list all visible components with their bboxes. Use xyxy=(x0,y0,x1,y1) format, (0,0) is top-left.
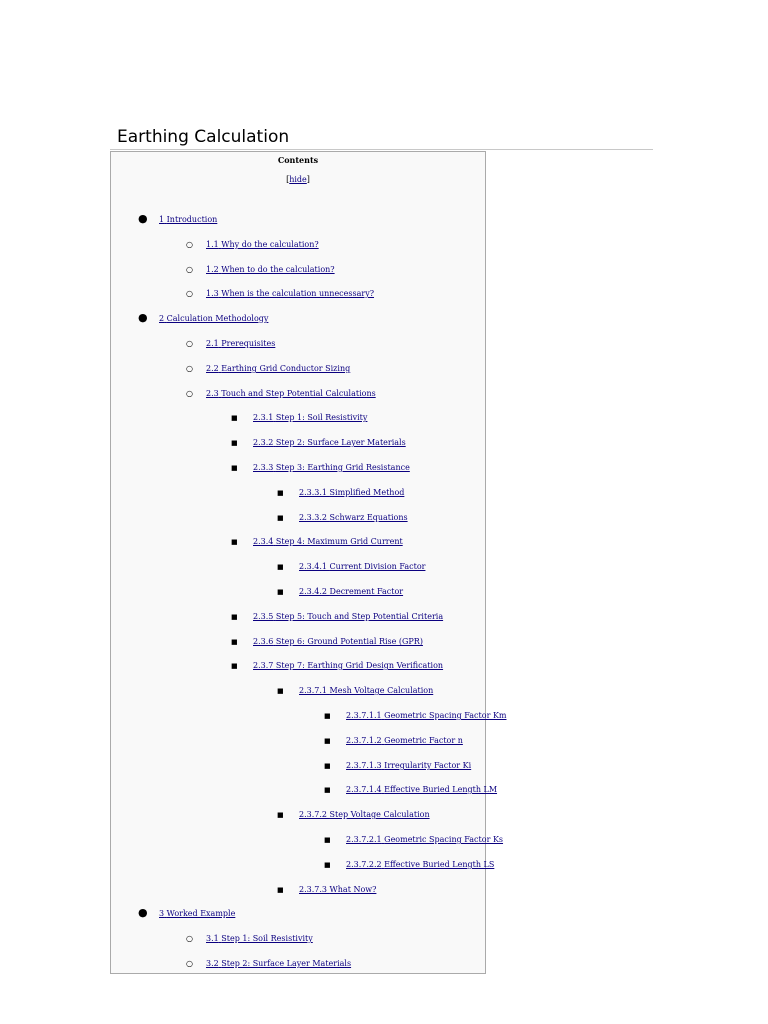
toc-link[interactable] xyxy=(299,587,403,596)
toc-item xyxy=(138,212,218,227)
toc-number: 2.3.7.1.1 xyxy=(346,711,382,720)
toc-number: 2 xyxy=(159,314,165,323)
toc-link[interactable] xyxy=(299,488,404,497)
toc-text: Decrement Factor xyxy=(329,587,404,596)
toc-text: Worked Example xyxy=(166,909,236,918)
toc-link[interactable] xyxy=(206,364,350,373)
toc-text: Step 3: Earthing Grid Resistance xyxy=(275,463,410,472)
square-bullet-icon: ■ xyxy=(277,514,284,522)
toc-text: Step 5: Touch and Step Potential Criteria xyxy=(275,612,444,621)
square-bullet-icon: ■ xyxy=(324,762,331,770)
toc-text: Step 6: Ground Potential Rise (GPR) xyxy=(275,637,423,646)
toc-number: 2.3 xyxy=(206,389,219,398)
circle-bullet-icon: ○ xyxy=(186,389,193,398)
toc-link[interactable] xyxy=(346,835,503,844)
toc-number: 3 xyxy=(159,909,165,918)
circle-bullet-icon: ○ xyxy=(186,364,193,373)
toc-item xyxy=(324,709,507,723)
square-bullet-icon: ■ xyxy=(277,588,284,596)
square-bullet-icon: ■ xyxy=(277,489,284,497)
square-bullet-icon: ■ xyxy=(277,687,284,695)
toc-number: 2.3.7.3 xyxy=(299,885,327,894)
square-bullet-icon: ■ xyxy=(324,861,331,869)
toc-link[interactable] xyxy=(346,785,497,794)
toc-text: Calculation Methodology xyxy=(166,314,269,323)
toc-number: 2.3.4.2 xyxy=(299,587,327,596)
toc-number: 1.3 xyxy=(206,289,219,298)
toc-text: Irregularity Factor Ki xyxy=(384,761,472,770)
toc-text: Simplified Method xyxy=(329,488,405,497)
toc-number: 1.2 xyxy=(206,265,219,274)
toc-link[interactable] xyxy=(299,562,425,571)
toc-number: 1.1 xyxy=(206,240,219,249)
toc-number: 2.3.4 xyxy=(253,537,274,546)
toc-link[interactable] xyxy=(253,612,443,621)
toc-number: 2.3.3.1 xyxy=(299,488,327,497)
circle-bullet-icon: ○ xyxy=(186,240,193,249)
toc-number: 2.3.7.2.1 xyxy=(346,835,382,844)
toc-number: 2.3.7 xyxy=(253,661,274,670)
square-bullet-icon: ■ xyxy=(231,439,238,447)
circle-bullet-icon: ○ xyxy=(186,339,193,348)
toc-text: When is the calculation unnecessary? xyxy=(221,289,375,298)
toc-item xyxy=(186,287,375,301)
toc-number: 2.3.2 xyxy=(253,438,274,447)
square-bullet-icon: ■ xyxy=(324,836,331,844)
toc-text: Geometric Factor n xyxy=(384,736,463,745)
page-title: Earthing Calculation xyxy=(117,127,290,147)
toc-number: 2.3.7.1 xyxy=(299,686,327,695)
toc-item xyxy=(138,311,269,326)
toc-item xyxy=(186,337,276,351)
toc-text: Introduction xyxy=(166,215,218,224)
toc-item xyxy=(277,560,426,574)
toc-item xyxy=(324,783,498,797)
toc-text: Step 7: Earthing Grid Design Verification xyxy=(275,661,444,670)
toc-item xyxy=(231,535,403,549)
toc-item xyxy=(231,436,406,450)
toc-link[interactable] xyxy=(159,215,217,224)
toc-link[interactable] xyxy=(253,463,410,472)
toc-text: Step 2: Surface Layer Materials xyxy=(221,959,352,968)
toc-hide-link[interactable]: hide xyxy=(289,175,307,184)
square-bullet-icon: ■ xyxy=(231,662,238,670)
toc-item xyxy=(277,585,404,599)
toc-item xyxy=(186,362,351,376)
toc-link[interactable] xyxy=(299,885,376,894)
toc-link[interactable] xyxy=(206,339,275,348)
toc-link[interactable] xyxy=(253,661,443,670)
square-bullet-icon: ■ xyxy=(324,786,331,794)
disc-bullet-icon: ● xyxy=(138,212,148,225)
toc-text: Geometric Spacing Factor Km xyxy=(384,711,507,720)
toc-link[interactable] xyxy=(253,537,403,546)
toc-item xyxy=(231,659,444,673)
toc-item xyxy=(231,411,368,425)
toc-text: Step 1: Soil Resistivity xyxy=(275,413,368,422)
toc-item xyxy=(324,833,504,847)
toc-number: 2.3.7.1.2 xyxy=(346,736,382,745)
toc-item xyxy=(186,263,335,277)
toc-number: 2.3.7.1.3 xyxy=(346,761,382,770)
toc-link[interactable] xyxy=(346,761,471,770)
toc-link[interactable] xyxy=(206,934,313,943)
toc-link[interactable] xyxy=(206,389,376,398)
toc-text: Effective Buried Length LM xyxy=(384,785,498,794)
circle-bullet-icon: ○ xyxy=(186,934,193,943)
toc-link[interactable] xyxy=(253,637,423,646)
toc-number: 2.3.3 xyxy=(253,463,274,472)
toc-hide-toggle: [hide] xyxy=(286,175,310,184)
toc-item xyxy=(138,906,236,921)
toc-item xyxy=(277,883,377,897)
toc-link[interactable] xyxy=(159,314,268,323)
toc-number: 1 xyxy=(159,215,165,224)
toc-link[interactable] xyxy=(253,413,367,422)
square-bullet-icon: ■ xyxy=(231,414,238,422)
toc-number: 2.1 xyxy=(206,339,219,348)
toc-link[interactable] xyxy=(253,438,406,447)
toc-number: 2.3.1 xyxy=(253,413,274,422)
toc-item xyxy=(324,759,472,773)
toc-number: 2.3.7.2.2 xyxy=(346,860,382,869)
toc-link[interactable] xyxy=(299,810,430,819)
toc-item xyxy=(186,932,313,946)
toc-text: Touch and Step Potential Calculations xyxy=(221,389,376,398)
toc-number: 2.3.4.1 xyxy=(299,562,327,571)
toc-link[interactable] xyxy=(346,736,463,745)
square-bullet-icon: ■ xyxy=(324,712,331,720)
square-bullet-icon: ■ xyxy=(231,638,238,646)
square-bullet-icon: ■ xyxy=(277,811,284,819)
square-bullet-icon: ■ xyxy=(324,737,331,745)
toc-text: Earthing Grid Conductor Sizing xyxy=(221,364,351,373)
toc-text: Step 4: Maximum Grid Current xyxy=(275,537,403,546)
toc-item xyxy=(277,511,408,525)
toc-text: Current Division Factor xyxy=(329,562,426,571)
title-divider xyxy=(110,149,653,150)
circle-bullet-icon: ○ xyxy=(186,289,193,298)
toc-text: Step 2: Surface Layer Materials xyxy=(275,438,406,447)
toc-text: Prerequisites xyxy=(221,339,276,348)
toc-number: 2.3.6 xyxy=(253,637,274,646)
toc-text: When to do the calculation? xyxy=(221,265,335,274)
toc-number: 2.3.7.2 xyxy=(299,810,327,819)
square-bullet-icon: ■ xyxy=(277,886,284,894)
toc-link[interactable] xyxy=(159,909,235,918)
toc-link[interactable] xyxy=(346,711,507,720)
toc-item xyxy=(277,684,434,698)
toc-link[interactable] xyxy=(299,513,408,522)
toc-item xyxy=(186,238,319,252)
square-bullet-icon: ■ xyxy=(231,464,238,472)
toc-number: 2.3.3.2 xyxy=(299,513,327,522)
toc-number: 2.3.7.1.4 xyxy=(346,785,382,794)
toc-text: What Now? xyxy=(329,885,377,894)
toc-item xyxy=(277,808,430,822)
toc-box xyxy=(110,151,507,974)
toc-number: 2.2 xyxy=(206,364,219,373)
toc-text: Schwarz Equations xyxy=(329,513,408,522)
toc-link[interactable] xyxy=(206,240,319,249)
toc-text: Why do the calculation? xyxy=(221,240,319,249)
toc-item xyxy=(231,610,444,624)
toc-item xyxy=(277,486,405,500)
disc-bullet-icon: ● xyxy=(138,906,148,919)
toc-item xyxy=(231,635,423,649)
circle-bullet-icon: ○ xyxy=(186,959,193,968)
toc-link[interactable] xyxy=(206,289,374,298)
square-bullet-icon: ■ xyxy=(231,613,238,621)
toc-item xyxy=(324,858,495,872)
toc-number: 2.3.5 xyxy=(253,612,274,621)
square-bullet-icon: ■ xyxy=(277,563,284,571)
toc-link[interactable] xyxy=(346,860,494,869)
toc-link[interactable] xyxy=(299,686,433,695)
disc-bullet-icon: ● xyxy=(138,311,148,324)
toc-number: 3.2 xyxy=(206,959,219,968)
toc-item xyxy=(186,387,376,401)
square-bullet-icon: ■ xyxy=(231,538,238,546)
toc-text: Effective Buried Length LS xyxy=(384,860,495,869)
toc-text: Geometric Spacing Factor Ks xyxy=(384,835,504,844)
toc-item xyxy=(324,734,463,748)
toc-text: Step Voltage Calculation xyxy=(329,810,430,819)
toc-text: Step 1: Soil Resistivity xyxy=(221,934,313,943)
toc-link[interactable] xyxy=(206,959,351,968)
toc-item xyxy=(231,461,410,475)
toc-title: Contents xyxy=(277,155,319,165)
toc-number: 3.1 xyxy=(206,934,219,943)
toc-text: Mesh Voltage Calculation xyxy=(329,686,434,695)
circle-bullet-icon: ○ xyxy=(186,265,193,274)
toc-item xyxy=(186,957,352,971)
toc-link[interactable] xyxy=(206,265,335,274)
